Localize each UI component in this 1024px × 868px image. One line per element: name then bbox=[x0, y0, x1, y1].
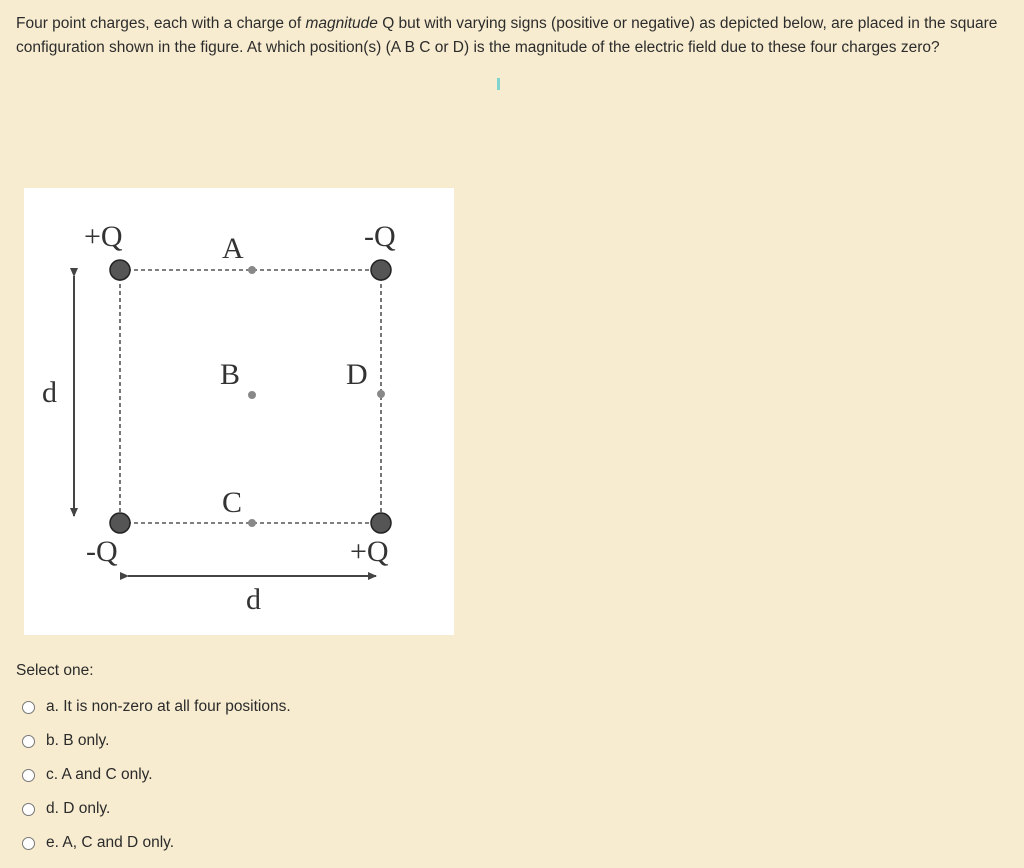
option-d-label[interactable]: d. D only. bbox=[46, 800, 111, 817]
point-d-dot bbox=[377, 390, 385, 398]
text-cursor bbox=[497, 78, 500, 90]
charge-label-top-left: +Q bbox=[84, 220, 123, 253]
question-text bbox=[16, 12, 1001, 60]
dimension-label-horizontal: d bbox=[246, 583, 261, 616]
option-c-radio[interactable] bbox=[22, 769, 35, 782]
question-emphasis: magnitude bbox=[305, 15, 378, 32]
point-label-d: D bbox=[346, 358, 368, 391]
option-a[interactable] bbox=[22, 690, 291, 724]
answer-options bbox=[22, 690, 291, 860]
option-a-label[interactable]: a. It is non-zero at all four positions. bbox=[46, 698, 291, 715]
charge-label-bottom-left: -Q bbox=[86, 535, 118, 568]
select-one-label: Select one: bbox=[16, 662, 94, 679]
option-b[interactable] bbox=[22, 724, 291, 758]
charge-label-bottom-right: +Q bbox=[350, 535, 389, 568]
option-a-radio[interactable] bbox=[22, 701, 35, 714]
charge-bottom-left bbox=[110, 513, 130, 533]
option-d-radio[interactable] bbox=[22, 803, 35, 816]
option-b-radio[interactable] bbox=[22, 735, 35, 748]
option-e[interactable] bbox=[22, 826, 291, 860]
option-e-radio[interactable] bbox=[22, 837, 35, 850]
figure-svg bbox=[24, 188, 454, 635]
option-d[interactable] bbox=[22, 792, 291, 826]
option-c-label[interactable]: c. A and C only. bbox=[46, 766, 153, 783]
option-e-label[interactable]: e. A, C and D only. bbox=[46, 834, 175, 851]
point-b-dot bbox=[248, 391, 256, 399]
point-label-c: C bbox=[222, 486, 243, 519]
point-c-dot bbox=[248, 519, 256, 527]
point-a-dot bbox=[248, 266, 256, 274]
dimension-label-vertical: d bbox=[42, 376, 57, 409]
option-b-label[interactable]: b. B only. bbox=[46, 732, 110, 749]
charge-square-figure bbox=[24, 188, 454, 635]
charge-top-right bbox=[371, 260, 391, 280]
point-label-a: A bbox=[222, 232, 244, 265]
question-text-start: Four point charges, each with a charge of bbox=[16, 15, 306, 32]
charge-top-left bbox=[110, 260, 130, 280]
option-c[interactable] bbox=[22, 758, 291, 792]
question-text-end: Q but with varying signs (positive or negative) as depicted below, are placed in the square configuration shown in the figure. At which position(s) (A B C or D) is the magnitude of the electric field due to these four charges zero? bbox=[16, 15, 998, 56]
charge-label-top-right: -Q bbox=[364, 220, 396, 253]
point-label-b: B bbox=[220, 358, 241, 391]
charge-bottom-right bbox=[371, 513, 391, 533]
